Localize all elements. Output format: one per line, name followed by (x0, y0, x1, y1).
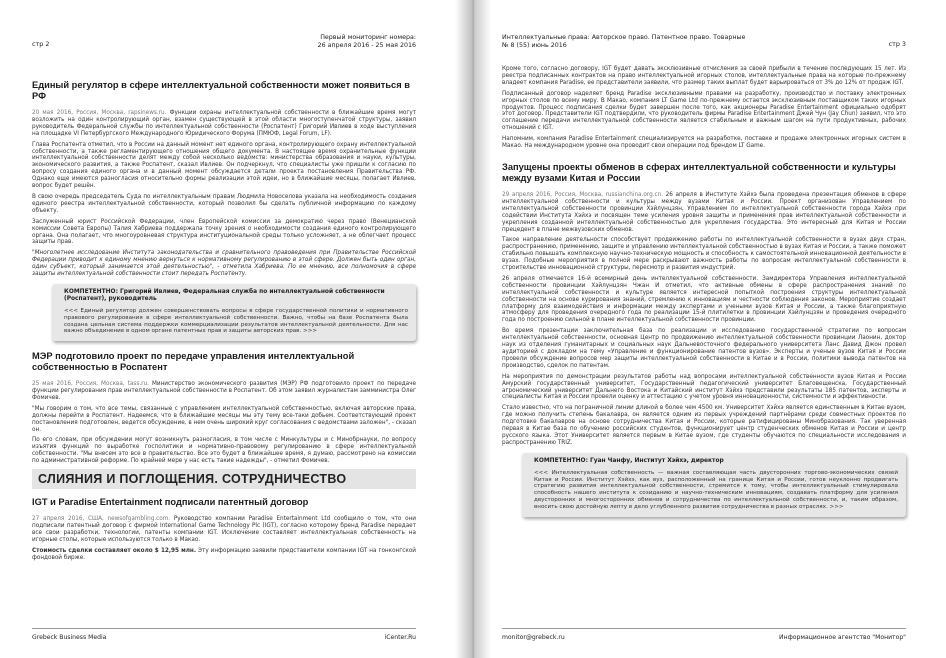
article-lead: Функции охраны интеллектуальной собственности в ближайшие время могут возложить на один контролирующий орган, взамен существующей в этой области многоступенчатой структуры, заявил руководитель Федеральной службы по интеллектуальной собственности (Роспатент) Григорий Ивлиев в ходе выступления на площадке VI Петербургского Международного Юридического Форума (ПМЮФ, Legal Forum, LF). (32, 110, 417, 137)
footer-rule (32, 628, 416, 629)
deal-note: Эту информацию заявили представители компании IGT на гонконгской фондовой бирже. (32, 547, 417, 561)
article-paragraph: 26 апреля отмечается 16-й всемирный день интеллектуальной собственности. Замдиректора Управления интеллектуальной собственности провинции Хэйлунцзян Чжан И отметил, что активные обмены в сфере распространения знаний по интеллектуальной собственности и культуре является интересной попыткой построения структуры интеллектуальной собственности на основе курирования знаний, стремлению к инновациям и честности соблюдения законов. Мероприятие создает платформу для взаимодействия и информации между экспертами и учеными вузов Китая и России, а также благоприятную атмосферу для проведения очередного года по реализации 15-й плитилетки в провинции Хэйлунцзян и проведения очередного года по построению сильной в плане интеллектуальной собственности провинции. (502, 275, 906, 324)
article-title: Единый регулятор в сфере интеллектуальной собственности может появиться в РФ (32, 80, 410, 101)
article-paragraph: Напомним, компания Paradise Entertainment специализируется на разработке, поставке и продаже электронных игорных систем в Макао. На международном уровне она проводит свои операции под брендом LT Game. (502, 136, 906, 150)
footer-agency: Информационное агентство "Монитор" (779, 634, 906, 641)
article-paragraph: В свою очередь председатель Суда по интеллектуальным правам Людмила Новоселова указала на необходимость создания единого реестра интеллектуальной собственности, который позволил бы сделать публичной информацию по каждому объекту. (32, 193, 416, 214)
left-column (32, 66, 416, 566)
article-paragraph (32, 110, 416, 138)
deal-value: Стоимость сделки составляет около $ 12,95 млн. (32, 547, 197, 554)
footer-email: monitor@grebeck.ru (502, 634, 565, 641)
left-page (0, 0, 470, 658)
article (32, 497, 416, 561)
article-paragraph: Заслуженный юрист Российской Федерации, член Европейской комиссии за демократию через право (Венецианской комиссии Совета Европы) Талия Хабриева поддержала точку зрения о необходимости создания единого контролирующего органа. Она полагает, что многоуровневая структура институциональной среды только усложняет, а не облегчает процесс защиты прав. (32, 218, 416, 246)
article-paragraph (502, 192, 906, 233)
article-source: 20 мая 2016, Россия, Москва, rapsinews.ru. (32, 110, 167, 116)
article-lead: Министерство экономического развития (МЭР) РФ подготовило проект по передаче функции регулирования прав интеллектуальной собственности в Роспатент. Об этом заявил журналистам замминистра Олег Фомичев. (32, 381, 416, 401)
footer-publisher: Grebeck Business Media (32, 634, 107, 641)
issue-title: Интеллектуальные права: Авторское право. Патентное право. Товарные (502, 34, 746, 41)
expert-comment-box (522, 453, 906, 517)
article-paragraph: Глава Роспатента отметил, что в России на данный момент нет единого органа, контролирующего охрану интеллектуальной собственности, а также регламентирующего отношения общего документа. В настоящее время охранительные функции интеллектуальной собственности делят между собой несколько ведомств: министерства образования и науки, культуры, экономического развития, а также Роспатент, сказал Ивлиев. Он подчеркнул, что специалисты уже пришли к согласию по вопросу создания единого органа и в данный момент обсуждается детали проекта постановления Правительства РФ. Однако еще имеются разногласия относительно формы реализации этой идеи, но в ближайшие месяцы, полагает Ивлиев, вопрос будет решён. (32, 141, 416, 190)
expert-comment-quote: <<< Интеллектуальная собственность — важная составляющая часть двусторонних торгово-экономических связей Китая и России. Институт Хэйхэ, как вуз, расположенный на границе Китая и России, готов неуклонно продвигать стратегию развития интеллектуальной собственности, стремится к тому, чтобы интеллектуальный стимулировала способность нашего института к созиданию и научно-техническим инновациям, создавать платформу для усиления двусторонних и многосторонних обменов и сотрудничества по интеллектуальной собственности, и, таким образом, вносить свою достойную лепту в дело углубленного развития сотрудничества в разных отраслях. >>> (534, 469, 898, 510)
article-title: IGT и Paradise Entertainment подписали патентный договор (32, 497, 309, 508)
article-paragraph: Во время презентации заключительная база по реализации и исследованию государственной стратегии по вопросам интеллектуальной собственности, основная Центр по продвижению интеллектуальной собственности провинции Лаонин, доктор наук из отделения гуманитарных и социальных наук Дальневосточного федерального университета Ланс Давид Джон провел аудиторией с докладом на тему «Управление и функционирование патентов вузов». Эксперты и ученые вузов Китая и России провели обсуждение вопросов мер защиты интеллектуальной собственности в Китае и в России, политики вывода патентов на производство, сделок по патентам. (502, 328, 906, 369)
section-heading: СЛИЯНИЯ И ПОГЛОЩЕНИЯ. СОТРУДНИЧЕСТВО (32, 469, 416, 489)
expert-comment-title: КОМПЕТЕНТНО: Гуан Чанфу, Институт Хэйхэ, директор (534, 457, 724, 464)
issue-header (318, 34, 416, 49)
article-paragraph: Стало известно, что на пограничной линии длиной в более чем 4500 км. Университет Хэйхэ является единственным в Китае вузом, где можно получить степень бакалавра, он является одним из первых учреждений партнёрами среди совместных проектов по подготовке бакалавров на основе сотрудничества Китая и России, которые ратифицированы Минобразования. Так уверенная первая в Китае база по обучению российских студентов, функционирует центр студенческих обменов Китая и России и центр русского языка. Этот Университет является первым в Китае вузом, где студенты обучаются по специальности исследования и распространению TRIZ. (502, 405, 906, 446)
issue-dates: 26 апреля 2016 - 25 мая 2016 (317, 41, 416, 49)
article-lead: 26 апреля в Институте Хэйхэ была проведена презентация обменов в сфере интеллектуальной собственности и культуры между вузами Китая и России. Проект организован Управлением по интеллектуальной собственности провинции Хэйлунцзян, Управлением по интеллектуальной собственности города Хэйхэ при содействии Института Хэйхэ и посвящен теме усиления уровня защиты и применения прав интеллектуальной собственности и укрепления созданной интеллектуальной собственностью для укрепления государства. Это интересный для Китая и России прецедент в плане межвузовских обменов. (502, 191, 906, 233)
article-paragraph (32, 548, 416, 562)
issue-header (502, 34, 745, 49)
page-number: стр 2 (32, 40, 50, 48)
article-paragraph: Подписанный договор наделяет бренд Paradise эксклюзивными правами на разработку, производство и поставку электронных игорных столов по всему миру. В Макао, компания LT Game Ltd по-прежнему остается эксклюзивным поставщиком таких игорных продуктов. Процесс подписания сделки будет завершен после того, как акционеры Paradise Entertainment официально одобрят этот договор. Представители IGT подтвердили, что руководитель фирмы Paradise Entertainment Джей Чун (Jay Chun) заявил, что это соглашение передачи интеллектуальной собственности является стабильным и важным шагом на пути продуктивных, рабочих отношений с IGT. (502, 90, 906, 132)
article-quote-paragraph: "Многолетнее исследование Института законодательства и сравнительного правоведения при Правительстве Российской Федерации приводит к единому мнению вернуться к нормативному регулированию в этой сфере. Должен быть один орган, один субъект, который занимается этой деятельностью", - отметила Хабриева. По ее мнению, все полномочия в сфере защиты интеллектуальной собственности стоит передать Роспатенту. (32, 250, 416, 278)
footer-rule (502, 628, 906, 629)
article (32, 351, 416, 465)
article-paragraph: "Мы говорим о том, что все темы, связанные с управлением интеллектуальной собственностью, включая авторские права, должны перейти в Роспатент. Надеемся, что в ближайшие месяцы мы эту тему все-таки добьем. Соответствующий проект постановления подготовлен, ведется обсуждение, в нем очень широкий круг согласования с ведомствами заложен", - сказал он. (32, 405, 416, 433)
article-paragraph (32, 381, 416, 402)
expert-comment-title: КОМПЕТЕНТНО: Григорий Ивлиев, Федеральная служба по интеллектуальной собственности (Роспатент), руководитель (64, 288, 385, 302)
article (32, 80, 416, 341)
article-lead: Руководство компании Paradise Entertainment Ltd сообщило о том, что они подписали патентный договор с фирмой International Game Technology Plc (IGT), согласно которому бренд Paradise передает все свои разработки, технологии, патенты компании IGT. Исключение составляет интеллектуальная собственность на игорные столы, которые используются только в Макао. (32, 516, 416, 543)
article-paragraph: Кроме того, согласно договору, IGT будет давать эксклюзивные отчисления за своей прибыли в течение последующих 15 лет. Из реестра подписанных контрактов на право интеллектуальной игорных столов, интеллектуальные права на которые по-прежнему владеет компания Paradise, ее представители заявили, что размер таких выплат будет варьироваться от 3% до 12% от продаж IGT. (502, 66, 906, 86)
article-paragraph: Такое направление деятельности способствует продвижению работы по интеллектуальной собственности в вузах двух стран, распространению, применению, защите и управлению интеллектуальной собственностью в вузах Китая и России, а также поможет стабильно повышать комплексную научно-техническую мощность и способность к самостоятельной инновационной деятельности в вузах. Подобные мероприятия в полной мере раскрывают важность работы по вопросам интеллектуальной собственности в строительстве инновационной структуры, пересмотр и развития индустрий. (502, 237, 906, 272)
article-source: 27 апреля 2016, США, newsofgambling.com. (32, 516, 171, 523)
issue-dates: № 8 (55) июнь 2016 (502, 41, 567, 49)
issue-title: Первый мониторинг номера: (320, 34, 416, 41)
article (502, 162, 906, 517)
right-page (470, 0, 946, 658)
article-source: 29 апреля 2016, Россия, Москва, russianchina.org.cn. (502, 191, 664, 198)
article-title: Запущены проекты обменов в сферах интеллектуальной собственности и культуры между вузами Китая и России (502, 161, 896, 183)
article-paragraph: По его словам, при обсуждении могут возникнуть разногласия, в том числе с Минкультуры и с Минобрнауки, по вопросу изъятия функций по выработке госполитики и нормативно-правовому регулированию в сфере интеллектуальной собственности. "Мы внесем это все в правительство. Все это будет в ближайшее время, я думаю, рассмотрено на комиссии по административной реформе. По крайней мере у нас есть такие надежды", - отметил Фомичев. (32, 437, 416, 465)
expert-comment-quote: <<< Единый регулятор должен совершенствовать вопросы в сфере государственной политики и нормативного правового регулирования в сфере интеллектуальной собственности. Важно, чтобы на базе Роспатента была создана цельная система поддержки коммерциализации результатов интеллектуальной деятельности. Для нас важно объединение в одном органе патентных прав и защиты авторских прав. >>> (64, 307, 408, 335)
page-number: стр 3 (888, 40, 906, 48)
right-column (502, 66, 906, 527)
article-title: МЭР подготовило проект по передаче управления интеллектуальной собственностью в Роспатент (32, 351, 355, 373)
expert-comment-box (52, 284, 416, 341)
article-paragraph: На мероприятия по демонстрации результатов работы над вопросами интеллектуальной собственности вузов Китая и России Амурский государственный университет, Государственный педагогический университет Благовещенска, Государственный агрономический университет Дальнего Востока и Китайский институт Хэйхэ представили результаты 185 патентов, эксперты и специалисты Китая и России провели оценку и аттестацию с учетом уровня инновационности, системности и эффективности. (502, 373, 906, 401)
footer-site: iCenter.Ru (384, 634, 416, 641)
article-paragraph (32, 516, 416, 544)
article-source: 25 мая 2016, Россия, Москва, tass.ru. (32, 381, 149, 388)
